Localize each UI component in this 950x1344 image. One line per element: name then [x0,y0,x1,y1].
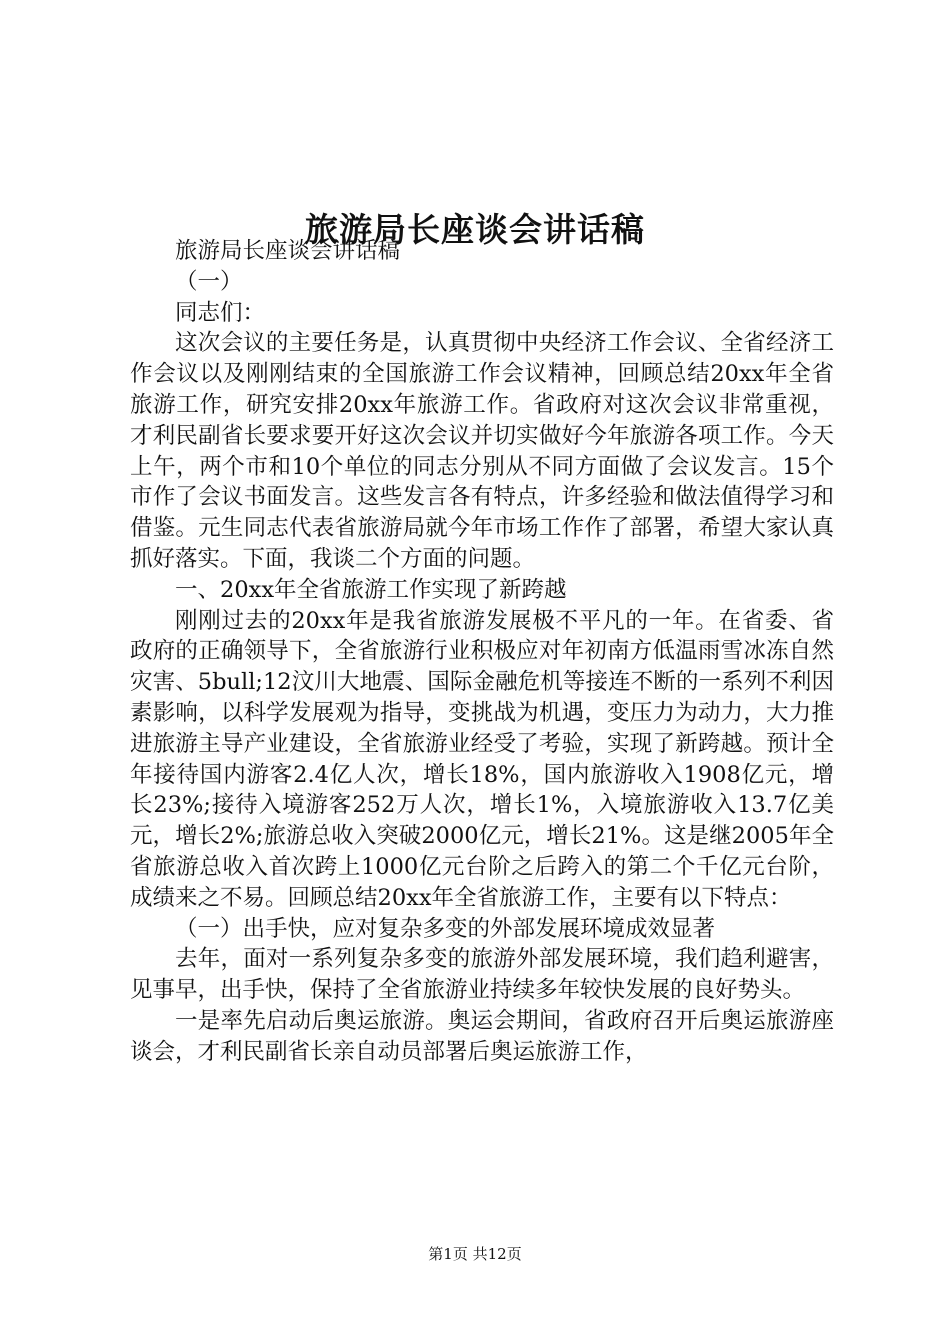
intro-paragraph: 这次会议的主要任务是，认真贯彻中央经济工作会议、全省经济工作会议以及刚刚结束的全国旅游工作会议精神，回顾总结20xx年全省旅游工作，研究安排20xx年旅游工作。省政府对这次会议非常重视，才利民副省长要求要开好这次会议并切实做好今年旅游各项工作。今天上午，两个市和10个单位的同志分别从不同方面做了会议发言。15个市作了会议书面发言。这些发言各有特点，许多经验和做法值得学习和借鉴。元生同志代表省旅游局就今年市场工作作了部署，希望大家认真抓好落实。下面，我谈二个方面的问题。 [130,330,834,572]
subtitle-paragraph: 旅游局长座谈会讲话稿 [175,238,401,264]
subheading-paragraph: （一）出手快，应对复杂多变的外部发展环境成效显著 [175,915,716,942]
section-number-paragraph: （一） [175,268,243,295]
olympics-paragraph: 一是率先启动后奥运旅游。奥运会期间，省政府召开后奥运旅游座谈会，才利民副省长亲自动员部署后奥运旅游工作， [130,1007,834,1065]
heading-paragraph: 一、20xx年全省旅游工作实现了新跨越 [175,576,567,603]
document-body [130,236,834,1068]
page-footer: 第1页 共12页 [428,1245,522,1263]
environment-paragraph: 去年，面对一系列复杂多变的旅游外部发展环境，我们趋利避害，见事早，出手快，保持了全省旅游业持续多年较快发展的良好势头。 [130,946,834,1004]
salutation-paragraph: 同志们： [175,299,266,326]
review-paragraph: 刚刚过去的20xx年是我省旅游发展极不平凡的一年。在省委、省政府的正确领导下，全省旅游行业积极应对年初南方低温雨雪冰冻自然灾害、5bull;12汶川大地震、国际金融危机等接连不断的一系列不利因素影响，以科学发展观为指导，变挑战为机遇，变压力为动力，大力推进旅游主导产业建设，全省旅游业经受了考验，实现了新跨越。预计全年接待国内游客2.4亿人次，增长18%，国内旅游收入1908亿元，增长23%;接待入境游客252万人次，增长1%，入境旅游收入13.7亿美元，增长2%;旅游总收入突破2000亿元，增长21%。这是继2005年全省旅游总收入首次跨上1000亿元台阶之后跨入的第二个千亿元台阶，成绩来之不易。回顾总结20xx年全省旅游工作，主要有以下特点： [130,607,834,911]
document-title: 旅游局长座谈会讲话稿 [305,210,645,250]
